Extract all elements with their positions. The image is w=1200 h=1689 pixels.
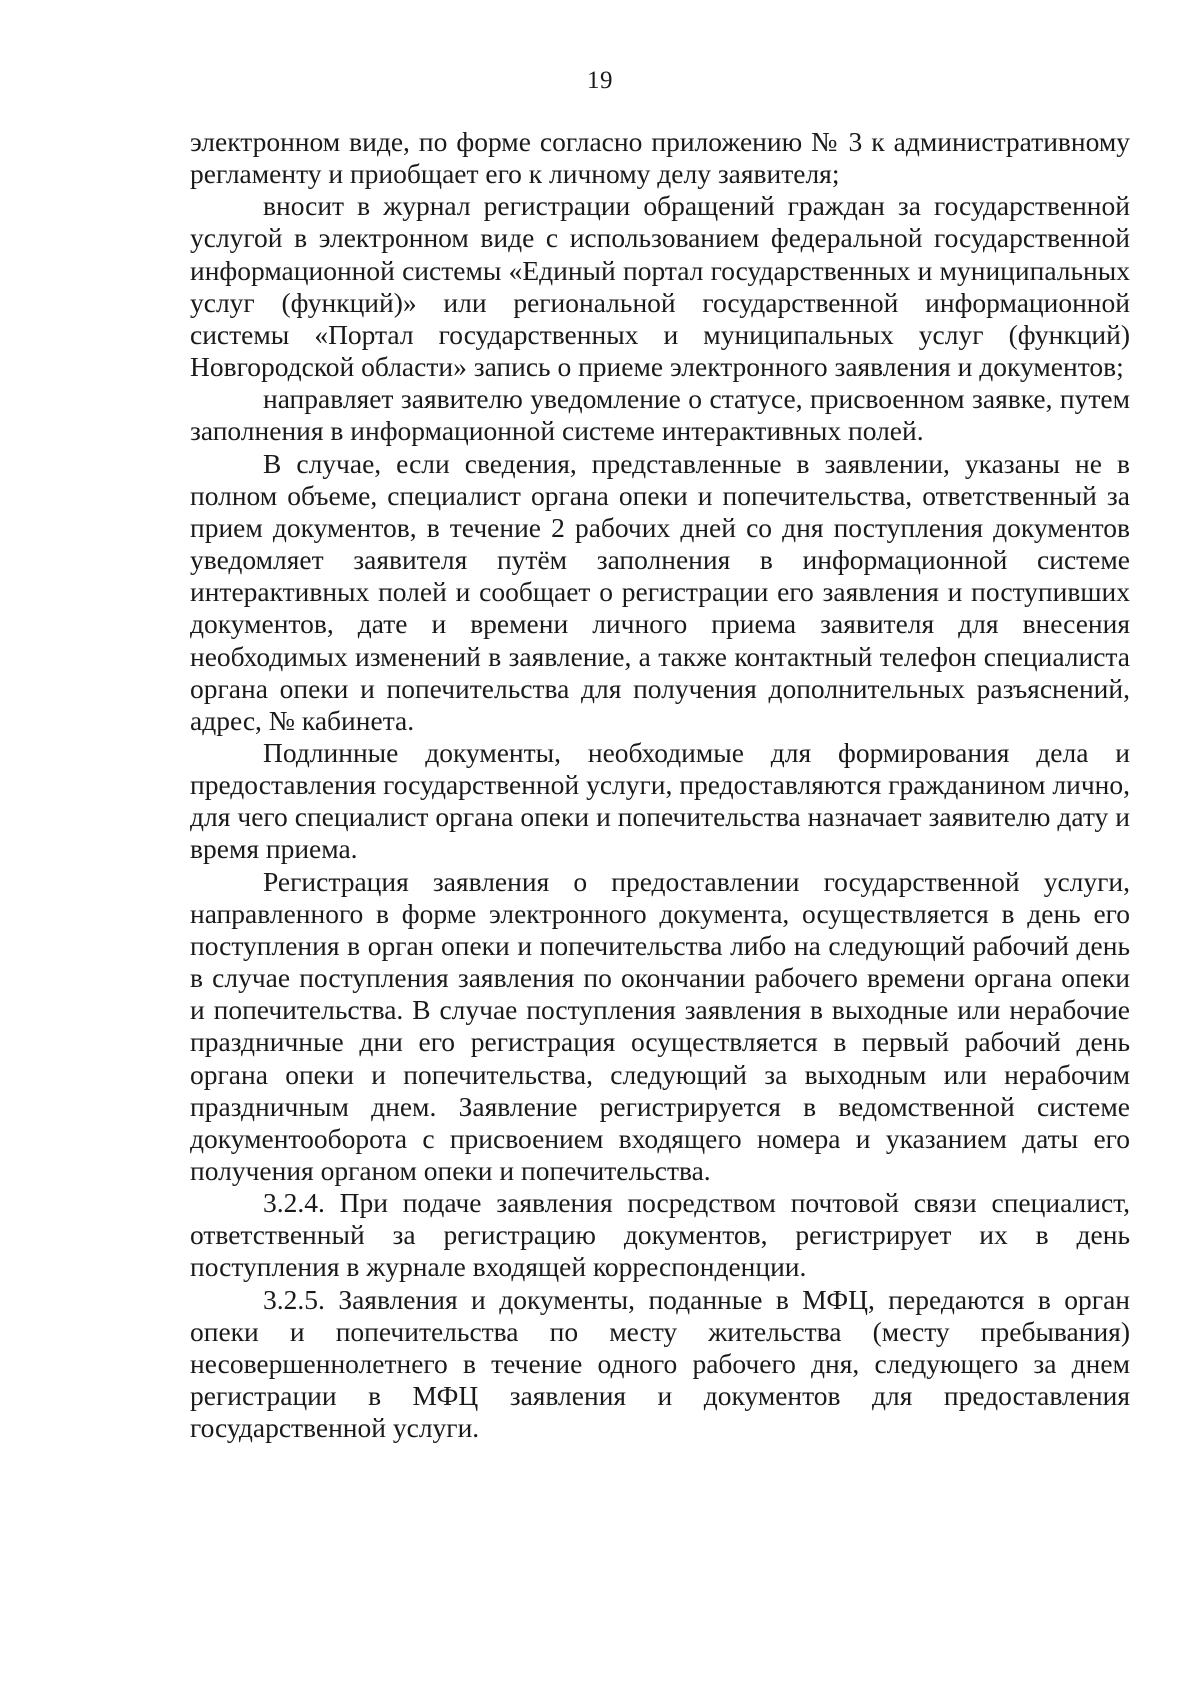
paragraph-original-documents: Подлинные документы, необходимые для формирования дела и предоставления государственной услуги, предоставляются гражданином лично, для чего специалист органа опеки и попечительства назначает заявителю дату и время приема. (190, 736, 1130, 865)
paragraph-registration: Регистрация заявления о предоставлении государственной услуги, направленного в форме электронного документа, осуществляется в день его поступления в орган опеки и попечительства либо на следующий рабочий день в случае поступления заявления по окончании рабочего времени органа опеки и попечительства. В случае поступления заявления в выходные или нерабочие праздничные дни его регистрация осуществляется в первый рабочий день органа опеки и попечительства, следующий за выходным или нерабочим праздничным днем. Заявление регистрируется в ведомственной системе документооборота с присвоением входящего номера и указанием даты его получения органом опеки и попечительства. (190, 865, 1130, 1186)
paragraph-journal-entry: вносит в журнал регистрации обращений граждан за государственной услугой в электронном виде с использованием федеральной государственной информационной системы «Единый портал государственных и муниципальных услуг (функций)» или региональной государственной информационной системы «Портал государственных и муниципальных услуг (функций) Новгородской области» запись о приеме электронного заявления и документов; (190, 190, 1130, 383)
paragraph-incomplete-information: В случае, если сведения, представленные в заявлении, указаны не в полном объеме, специалист органа опеки и попечительства, ответственный за прием документов, в течение 2 рабочих дней со дня поступления документов уведомляет заявителя путём заполнения в информационной системе интерактивных полей и сообщает о регистрации его заявления и поступивших документов, дате и времени личного приема заявителя для внесения необходимых изменений в заявление, а также контактный телефон специалиста органа опеки и попечительства для получения дополнительных разъяснений, адрес, № кабинета. (190, 447, 1130, 736)
document-body (190, 126, 1130, 1444)
paragraph-clause-3-2-4: 3.2.4. При подаче заявления посредством почтовой связи специалист, ответственный за регистрацию документов, регистрирует их в день поступления в журнале входящей корреспонденции. (190, 1187, 1130, 1283)
page-number: 19 (587, 67, 613, 94)
paragraph-continuation: электронном виде, по форме согласно приложению № 3 к административному регламенту и приобщает его к личному делу заявителя; (190, 126, 1130, 190)
paragraph-status-notification: направляет заявителю уведомление о статусе, присвоенном заявке, путем заполнения в информационной системе интерактивных полей. (190, 383, 1130, 447)
paragraph-clause-3-2-5: 3.2.5. Заявления и документы, поданные в МФЦ, передаются в орган опеки и попечительства по месту жительства (месту пребывания) несовершеннолетнего в течение одного рабочего дня, следующего за днем регистрации в МФЦ заявления и документов для предоставления государственной услуги. (190, 1283, 1130, 1444)
